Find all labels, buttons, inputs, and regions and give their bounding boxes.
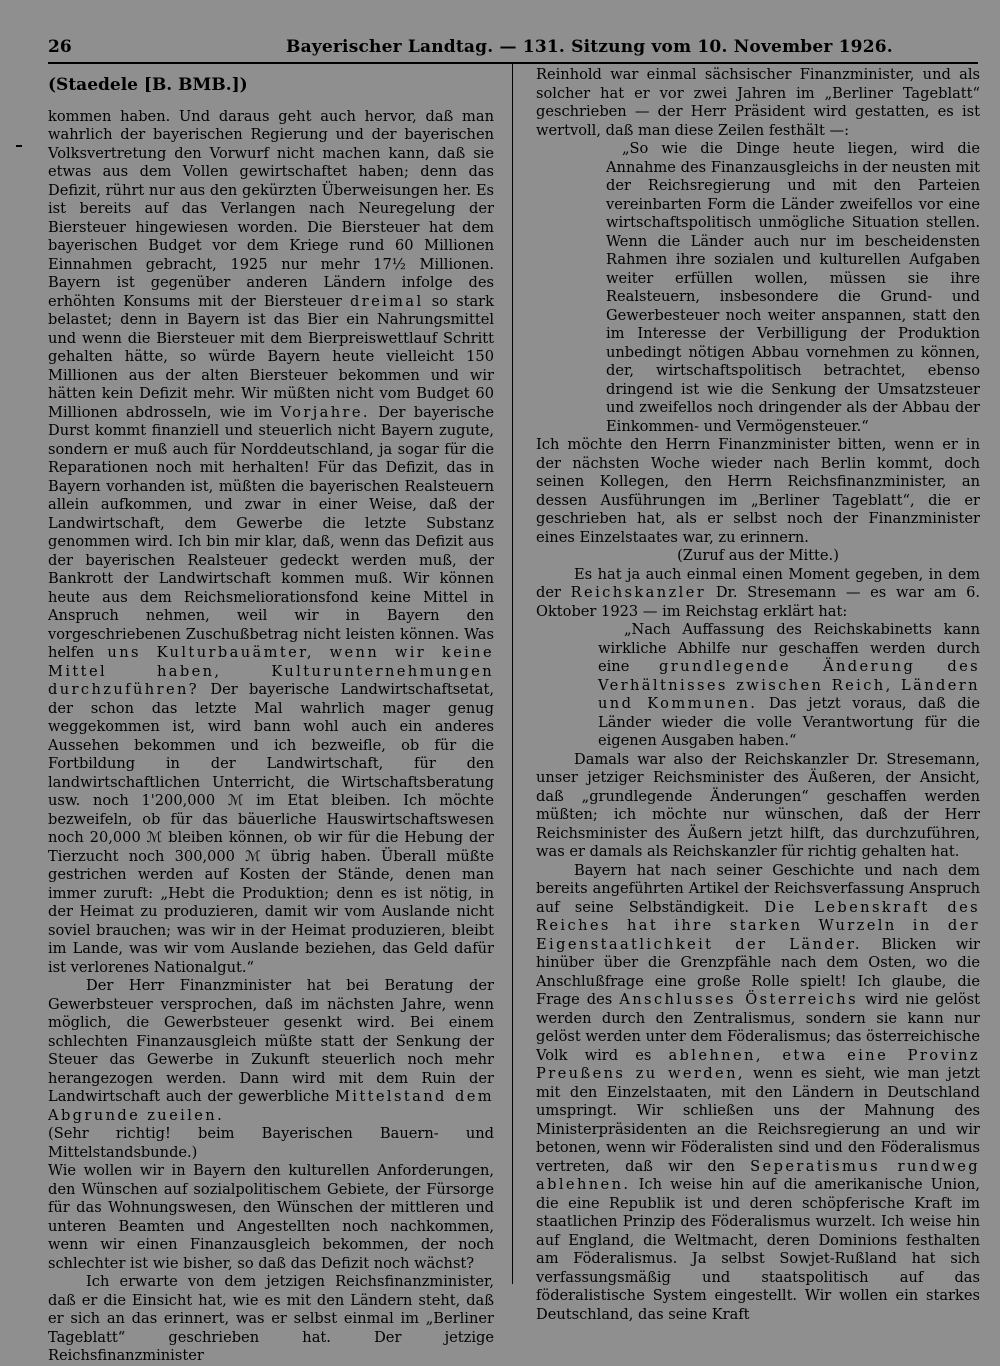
- left-column: [48, 66, 494, 1366]
- interjection: (Zuruf aus der Mitte.): [677, 547, 839, 564]
- column-divider: [512, 64, 513, 1284]
- margin-mark: [16, 145, 22, 147]
- paragraph: Es hat ja auch einmal einen Moment gegeben, in dem der Reichskanzler Dr. Stresemann — es war am 6. Oktober 1923 — im Reichstag erklärt hat:: [536, 565, 981, 620]
- paragraph: Ich erwarte von dem jetzigen Reichsfinanzminister, daß er die Einsicht hat, wie es mit den Ländern steht, daß er sich an das erinnert, was er selbst einmal im „Berliner Tageblatt“ geschrieben hat. Der jetzige Reichsfinanzminister: [48, 1273, 494, 1364]
- page-number: 26: [48, 37, 72, 57]
- paragraph: Bayern hat nach seiner Geschichte und nach dem bereits angeführten Artikel der Reichsverfassung Anspruch auf seine Selbständigkeit. Die Lebenskraft des Reiches hat ihre starken Wurzeln in der Eigenstaatlichkeit der Länder. Blicken wir hinüber über die Grenzpfähle nach dem Osten, wo die Anschlußfrage eine große Rolle spielt! Ich glaube, die Frage des Anschlusses Österreichs wird nie gelöst werden durch den Zentralismus, sondern sie kann nur gelöst werden unter dem Föderalismus; das österreichische Volk wird es ablehnen, etwa eine Provinz Preußens zu werden, wenn es sieht, wie man jetzt mit den Einzelstaaten, mit den Ländern in Deutschland umspringt. Wir schließen uns der Mahnung des Ministerpräsidenten an die Reichsregierung an und wir betonen, wenn wir Föderalisten sind und den Föderalismus vertreten, daß wir den Seperatismus rundweg ablehnen. Ich weise hin auf die amerikanische Union, die eine Republik ist und deren schöpferische Kraft im staatlichen Prinzip des Föderalismus wurzelt. Ich weise hin auf England, die Weltmacht, deren Dominions festhalten am Föderalismus. Ja selbst Sowjet-Rußland hat sich verfassungsmäßig und staatspolitisch auf das föderalistische System eingestellt. Wir wollen ein starkes Deutschland, das seine Kraft: [536, 861, 981, 1323]
- right-column: [536, 66, 980, 1324]
- page-header: [48, 36, 978, 58]
- running-title: Bayerischer Landtag. — 131. Sitzung vom 10. November 1926.: [286, 37, 893, 57]
- block-quote: „Nach Auffassung des Reichskabinetts kann wirkliche Abhilfe nur geschaffen werden durch eine grundlegende Änderung des Verhältnisses zwischen Reich, Ländern und Kommunen. Das jetzt voraus, daß die Länder wieder die volle Verantwortung für die eigenen Ausgaben haben.“: [598, 621, 981, 749]
- paragraph: Damals war also der Reichskanzler Dr. Stresemann, unser jetziger Reichsminister des Äußeren, der Ansicht, daß „grundlegende Änderungen“ geschaffen werden müßten; ich möchte nur wünschen, daß der Herr Reichsminister des Äußern jetzt hilft, das durchzuführen, was er damals als Reichskanzler für richtig gehalten hat.: [536, 750, 980, 860]
- paragraph: Wie wollen wir in Bayern den kulturellen Anforderungen, den Wünschen auf sozialpolitischem Gebiete, der Fürsorge für das Wohnungswesen, den Wünschen der mittleren und unteren Beamten und Angestellten noch nachkommen, wenn wir einen Finanzausgleich bekommen, der noch schlechter ist wie bisher, so daß das Defizit noch wächst?: [48, 1162, 494, 1272]
- header-rule: [48, 62, 978, 64]
- paragraph: Ich möchte den Herrn Finanzminister bitten, wenn er in der nächsten Woche wieder nach Berlin kommt, doch seinen Kollegen, den Herrn Reichsfinanzminister, an dessen Ausführungen im „Berliner Tageblatt“, die er geschrieben hat, als er selbst noch der Finanzminister eines Einzelstaates war, zu erinnern.: [536, 436, 980, 546]
- block-quote: „So wie die Dinge heute liegen, wird die Annahme des Finanzausgleichs in der neusten mit der Reichsregierung und mit den Parteien vereinbarten Form die Länder zweifellos vor eine wirtschaftspolitisch unmögliche Situation stellen. Wenn die Länder auch nur im bescheidensten Rahmen ihre sozialen und kulturellen Aufgaben weiter erfüllen wollen, müssen sie ihre Realsteuern, insbesondere die Grund- und Gewerbesteuer noch weiter anspannen, statt den im Interesse der Verbilligung der Produktion unbedingt nötigen Abbau vornehmen zu können, der, wirtschaftspolitisch betrachtet, ebenso dringend ist wie die Senkung der Umsatzsteuer und zweifellos noch dringender als der Abbau der Einkommen- und Vermögensteuer.“: [606, 140, 980, 435]
- paragraph: kommen haben. Und daraus geht auch hervor, daß man wahrlich der bayerischen Regierung und der bayerischen Volksvertretung den Vorwurf nicht machen kann, daß sie etwas aus dem Vollen gewirtschaftet haben; denn das Defizit, rührt nur aus den gekürzten Überweisungen her. Es ist bereits auf das Verlangen nach Neuregelung der Biersteuer hingewiesen worden. Die Biersteuer hat dem bayerischen Budget vor dem Kriege rund 60 Millionen Einnahmen gebracht, 1925 nur mehr 17½ Millionen. Bayern ist gegenüber anderen Ländern infolge des erhöhten Konsums mit der Biersteuer dreimal so stark belastet; denn in Bayern ist das Bier ein Nahrungsmittel und wenn die Biersteuer mit dem Bierpreiswettlauf Schritt gehalten hätte, so würde Bayern heute vielleicht 150 Millionen aus der alten Biersteuer bekommen und wir hätten kein Defizit mehr. Wir müßten nicht vom Budget 60 Millionen abdrosseln, wie im Vorjahre. Der bayerische Durst kommt finanziell und steuerlich nicht Bayern zugute, sondern er muß auch für Norddeutschland, ja sogar für die Reparationen noch mit herhalten! Für das Defizit, das in Bayern vorhanden ist, müßten die bayerischen Realsteuern allein aufkommen, und zwar in einer Weise, daß der Landwirtschaft, dem Gewerbe die letzte Substanz genommen wird. Ich bin mir klar, daß, wenn das Defizit aus der bayerischen Realsteuer gedeckt werden muß, der Bankrott der Landwirtschaft kommen muß. Wir können heute aus dem Reichsmeliorationsfond keine Mittel in Anspruch nehmen, weil wir in Bayern den vorgeschriebenen Zuschußbetrag nicht leisten können. Was helfen uns Kulturbauämter, wenn wir keine Mittel haben, Kulturunternehmungen durchzuführen? Der bayerische Landwirtschaftsetat, der schon das letzte Mal wahrlich mager genug weggekommen ist, wird bann wohl auch ein anderes Aussehen bekommen und ich bezweifle, ob für die Fortbildung in der Landwirtschaft, für den landwirtschaftlichen Unterricht, die Wirtschaftsberatung usw. noch 1'200,000 ℳ im Etat bleiben. Ich möchte bezweifeln, ob für das bäuerliche Hauswirtschaftswesen noch 20,000 ℳ bleiben können, ob wir für die Hebung der Tierzucht noch 300,000 ℳ übrig haben. Überall müßte gestrichen werden auf Kosten der Stände, denen man immer zuruft: „Hebt die Produktion; denn es ist nötig, in der Heimat zu produzieren, damit wir vom Auslande nicht soviel brauchen; was wir in der Heimat produzieren, bleibt im Lande, was wir vom Auslande beziehen, das Geld dafür ist verlorenes Nationalgut.“: [48, 107, 495, 976]
- interjection: (Sehr richtig! beim Bayerischen Bauern- und Mittelstandsbunde.): [48, 1125, 494, 1161]
- speaker-label: (Staedele [B. BMB.]): [48, 75, 248, 95]
- paragraph: Reinhold war einmal sächsischer Finanzminister, und als solcher hat er vor zwei Jahren im „Berliner Tageblatt“ geschrieben — der Herr Präsident wird gestatten, es ist wertvoll, daß man diese Zeilen festhält —:: [536, 66, 980, 139]
- paragraph: Der Herr Finanzminister hat bei Beratung der Gewerbsteuer versprochen, daß im nächsten Jahre, wenn möglich, die Gewerbsteuer gesenkt wird. Bei einem schlechten Finanzausgleich müßte statt der Senkung der Steuer das Gewerbe in Zukunft steuerlich noch mehr herangezogen werden. Dann wird mit dem Ruin der Landwirtschaft auch der gewerbliche Mittelstand dem Abgrunde zueilen.: [48, 977, 494, 1124]
